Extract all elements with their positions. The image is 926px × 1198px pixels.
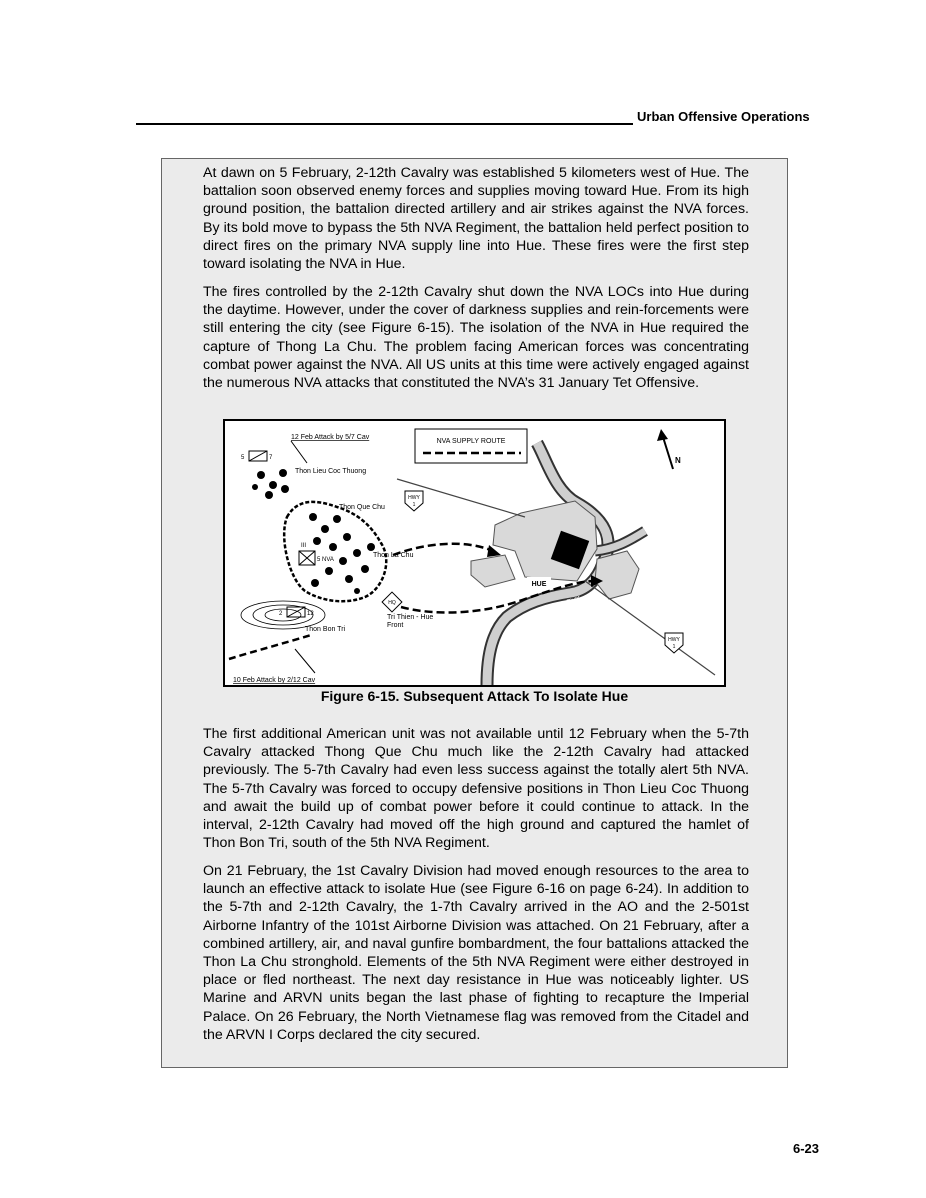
label-tri-thien-1: Tri Thien - Hue bbox=[387, 614, 434, 621]
paragraph-2: The fires controlled by the 2-12th Cavalry shut down the NVA LOCs into Hue during the daytime. However, under the cover of darkness supplies and rein-forcements were still entering the city (see Figure 6-15). The isolation of the NVA in Hue required the capture of Thong La Chu. The problem facing American forces was concentrating combat power against the NVA. All US units at this time were actively engaged against the numerous NVA attacks that constituted the NVA’s 31 January Tet Offensive. bbox=[203, 284, 749, 392]
label-hue: HUE bbox=[531, 581, 547, 588]
header-rule bbox=[136, 123, 633, 125]
legend-label: NVA SUPPLY ROUTE bbox=[436, 438, 506, 445]
north-arrow-head bbox=[657, 429, 668, 441]
unit-iii-label: III bbox=[301, 543, 307, 549]
running-header: Urban Offensive Operations bbox=[637, 109, 810, 124]
figure-map bbox=[223, 419, 726, 687]
label-thon-que: Thon Que Chu bbox=[339, 504, 385, 511]
north-arrow bbox=[663, 437, 673, 469]
attack-10feb-label: 10 Feb Attack by 2/12 Cav bbox=[233, 677, 316, 684]
legend-box bbox=[415, 429, 527, 463]
page-number: 6-23 bbox=[792, 1141, 819, 1156]
figure-caption: Figure 6-15. Subsequent Attack To Isolate Hue bbox=[320, 688, 629, 704]
label-thon-lieu: Thon Lieu Coc Thuong bbox=[295, 468, 367, 475]
hwy-south-label: HWY bbox=[668, 637, 680, 643]
label-thon-bon: Thon Bon Tri bbox=[305, 626, 346, 633]
unit-12-label: 12 bbox=[307, 611, 314, 617]
paragraph-3: The first additional American unit was not available until 12 February when the 5-7th Cavalry attacked Thong Que Chu much like the 2-12th Cavalry had attacked previously. The 5-7th Cavalry had even less success against the totally alert 5th NVA. The 5-7th Cavalry was forced to occupy defensive positions in Thon Lieu Coc Thuong and await the build up of combat power before it could continue to attack. In the interval, 2-12th Cavalry had moved off the high ground and captured the hamlet of Thon Bon Tri, south of the 5th NVA Regiment. bbox=[203, 726, 749, 852]
label-river: Perfume River bbox=[543, 594, 582, 615]
woodland bbox=[252, 469, 375, 594]
hq-label: HQ bbox=[388, 600, 396, 606]
hue-west-block bbox=[471, 555, 515, 587]
label-thon-la: Thon La Chu bbox=[373, 552, 414, 559]
unit-5nva-label: 5 NVA bbox=[317, 557, 334, 563]
unit-5-label: 5 bbox=[241, 455, 245, 461]
unit-2-label: 2 bbox=[279, 611, 283, 617]
attack-12feb-leader bbox=[291, 441, 307, 463]
highway-1-south bbox=[585, 581, 715, 675]
hwy-south-num: 1 bbox=[672, 644, 676, 650]
hwy-north-num: 1 bbox=[412, 502, 416, 508]
paragraph-4: On 21 February, the 1st Cavalry Division had moved enough resources to the area to launch an effective attack to isolate Hue (see Figure 6-16 on page 6-24). In addition to the 5-7th and 2-12th Cavalry, the 1-7th Cavalry arrived in the AO and the 2-501st Airborne Infantry of the 101st Airborne Division was attached. On 21 February, after a combined artillery, air, and naval gunfire bombardment, the four battalions attacked the Thon La Chu stronghold. Elements of the 5th NVA Regiment were either destroyed in place or fled northeast. The next day resistance in Hue was noticeably lighter. US Marine and ARVN units began the last phase of fighting to recapture the Imperial Palace. On 26 February, the North Vietnamese flag was removed from the Citadel and the ARVN I Corps declared the city secured. bbox=[203, 863, 749, 1043]
hue-east-block bbox=[595, 551, 639, 599]
attack-10feb-route bbox=[229, 635, 311, 659]
label-tri-thien-2: Front bbox=[387, 622, 404, 629]
north-label: N bbox=[675, 456, 681, 465]
paragraph-1: At dawn on 5 February, 2-12th Cavalry was established 5 kilometers west of Hue. The battalion soon observed enemy forces and supplies moving toward Hue. From its high ground position, the battalion directed artillery and air strikes against the NVA forces. By its bold move to bypass the 5th NVA Regiment, the battalion held perfect position to direct fires on the primary NVA supply line into Hue. These fires were the first step toward isolating the NVA in Hue. bbox=[203, 165, 749, 273]
map-svg bbox=[225, 421, 724, 685]
hwy-shield-north bbox=[405, 491, 423, 511]
unit-7-label: 7 bbox=[269, 455, 273, 461]
hwy-north-label: HWY bbox=[408, 495, 420, 501]
attack-10feb-leader bbox=[295, 649, 315, 673]
attack-12feb-label: 12 Feb Attack by 5/7 Cav bbox=[291, 434, 370, 441]
